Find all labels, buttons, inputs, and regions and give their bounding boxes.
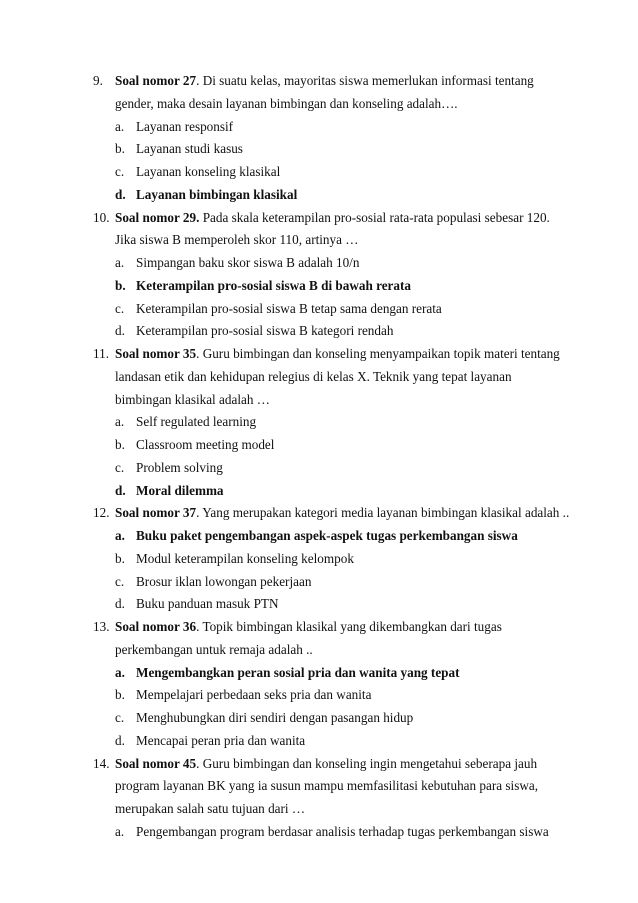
question-heading — [0, 753, 638, 775]
option-letter: c. — [115, 459, 125, 475]
answer-option — [0, 138, 638, 160]
answer-option-correct — [0, 184, 638, 206]
option-letter: c. — [115, 164, 125, 179]
question-number: 14. — [93, 755, 110, 771]
option-text: Pengembangan program berdasar analisis terhadap tugas perkembangan siswa — [136, 823, 549, 839]
answer-option — [0, 821, 638, 843]
option-text: Layanan responsif — [136, 118, 234, 134]
answer-option — [0, 571, 638, 593]
question-text — [115, 207, 550, 229]
question-continuation — [0, 229, 638, 251]
option-text: Menghubungkan diri sendiri dengan pasangan hidup — [136, 710, 414, 725]
option-letter: b. — [115, 550, 125, 566]
option-text: Keterampilan pro-sosial siswa B kategori rendah — [136, 323, 394, 339]
question-body: . Yang merupakan kategori media layanan bimbingan klasikal adalah .. — [196, 505, 570, 521]
option-text: Mengembangkan peran sosial pria dan wanita yang tepat — [136, 664, 460, 680]
question-body: . Di suatu kelas, mayoritas siswa memerlukan informasi tentang — [196, 73, 534, 88]
question-label: Soal nomor 35 — [115, 346, 197, 361]
option-letter: a. — [115, 414, 125, 430]
question-continuation-text: perkembangan untuk remaja adalah .. — [115, 641, 313, 657]
option-letter: a. — [115, 528, 125, 543]
answer-option — [0, 707, 638, 729]
option-letter: d. — [115, 596, 125, 612]
question-body: Pada skala keterampilan pro-sosial rata-rata populasi sebesar 120. — [199, 209, 550, 225]
question-label: Soal nomor 37 — [115, 505, 197, 521]
option-text: Layanan konseling klasikal — [136, 164, 281, 179]
question-continuation-text: merupakan salah satu tujuan dari … — [115, 801, 306, 816]
option-text: Simpangan baku skor siswa B adalah 10/n — [136, 255, 360, 270]
option-letter: d. — [115, 482, 126, 498]
question-continuation — [0, 775, 638, 797]
option-letter: a. — [115, 118, 125, 134]
answer-option — [0, 730, 638, 752]
option-letter: c. — [115, 300, 125, 316]
option-text: Moral dilemma — [136, 482, 224, 498]
question-number: 12. — [93, 505, 110, 521]
question-continuation-text: bimbingan klasikal adalah … — [115, 391, 270, 407]
option-letter: d. — [115, 323, 125, 339]
question-continuation — [0, 798, 638, 820]
question-number: 13. — [93, 619, 110, 634]
question-continuation — [0, 93, 638, 115]
question-continuation-text: program layanan BK yang ia susun mampu memfasilitasi kebutuhan para siswa, — [115, 778, 538, 794]
option-text: Mencapai peran pria dan wanita — [136, 732, 306, 748]
answer-option — [0, 298, 638, 320]
option-text: Layanan studi kasus — [136, 141, 243, 157]
answer-option — [0, 161, 638, 183]
question-number: 11. — [93, 346, 109, 361]
question-continuation — [0, 366, 638, 388]
option-letter: d. — [115, 186, 126, 202]
question-heading — [0, 70, 638, 92]
option-text: Classroom meeting model — [136, 437, 275, 452]
option-text: Problem solving — [136, 459, 223, 475]
option-letter: b. — [115, 687, 125, 703]
option-text: Buku panduan masuk PTN — [136, 596, 279, 612]
answer-option-correct — [0, 525, 638, 547]
answer-option — [0, 320, 638, 342]
option-text: Brosur iklan lowongan pekerjaan — [136, 573, 312, 589]
option-text: Self regulated learning — [136, 414, 257, 430]
question-continuation-text: gender, maka desain layanan bimbingan dan konseling adalah…. — [115, 95, 458, 111]
question-text — [115, 616, 502, 638]
question-label: Soal nomor 29. — [115, 209, 200, 225]
option-letter: c. — [115, 710, 125, 725]
question-body: . Guru bimbingan dan konseling ingin mengetahui seberapa jauh — [196, 755, 538, 771]
answer-option — [0, 684, 638, 706]
option-text: Keterampilan pro-sosial siswa B tetap sama dengan rerata — [136, 300, 442, 316]
answer-option — [0, 116, 638, 138]
answer-option — [0, 252, 638, 274]
option-text: Keterampilan pro-sosial siswa B di bawah rerata — [136, 277, 411, 293]
question-heading — [0, 502, 638, 524]
option-text: Mempelajari perbedaan seks pria dan wanita — [136, 687, 372, 703]
answer-option — [0, 411, 638, 433]
question-number: 9. — [93, 73, 103, 88]
answer-option-correct — [0, 662, 638, 684]
answer-option — [0, 548, 638, 570]
question-continuation — [0, 389, 638, 411]
option-letter: b. — [115, 437, 125, 452]
option-letter: c. — [115, 573, 125, 589]
answer-option — [0, 593, 638, 615]
question-continuation-text: Jika siswa B memperoleh skor 110, artinya … — [115, 232, 359, 248]
option-letter: b. — [115, 141, 125, 157]
question-text — [115, 70, 534, 92]
question-label: Soal nomor 45 — [115, 755, 197, 771]
option-letter: a. — [115, 664, 125, 680]
option-letter: a. — [115, 255, 125, 270]
question-number: 10. — [93, 209, 110, 225]
option-text: Layanan bimbingan klasikal — [136, 186, 298, 202]
option-letter: d. — [115, 732, 125, 748]
question-body: . Topik bimbingan klasikal yang dikembangkan dari tugas — [196, 619, 502, 634]
question-text — [115, 753, 537, 775]
answer-option-correct — [0, 480, 638, 502]
answer-option-correct — [0, 275, 638, 297]
option-text: Buku paket pengembangan aspek-aspek tugas perkembangan siswa — [136, 528, 518, 543]
question-label: Soal nomor 36 — [115, 619, 197, 634]
question-text — [115, 343, 560, 365]
question-continuation — [0, 639, 638, 661]
option-text: Modul keterampilan konseling kelompok — [136, 550, 354, 566]
question-heading — [0, 207, 638, 229]
question-heading — [0, 616, 638, 638]
question-continuation-text: landasan etik dan kehidupan relegius di kelas X. Teknik yang tepat layanan — [115, 368, 512, 384]
option-letter: a. — [115, 823, 125, 839]
option-letter: b. — [115, 277, 126, 293]
answer-option — [0, 457, 638, 479]
question-heading — [0, 343, 638, 365]
question-body: . Guru bimbingan dan konseling menyampaikan topik materi tentang — [196, 346, 560, 361]
question-text — [115, 502, 569, 524]
question-label: Soal nomor 27 — [115, 73, 197, 88]
answer-option — [0, 434, 638, 456]
